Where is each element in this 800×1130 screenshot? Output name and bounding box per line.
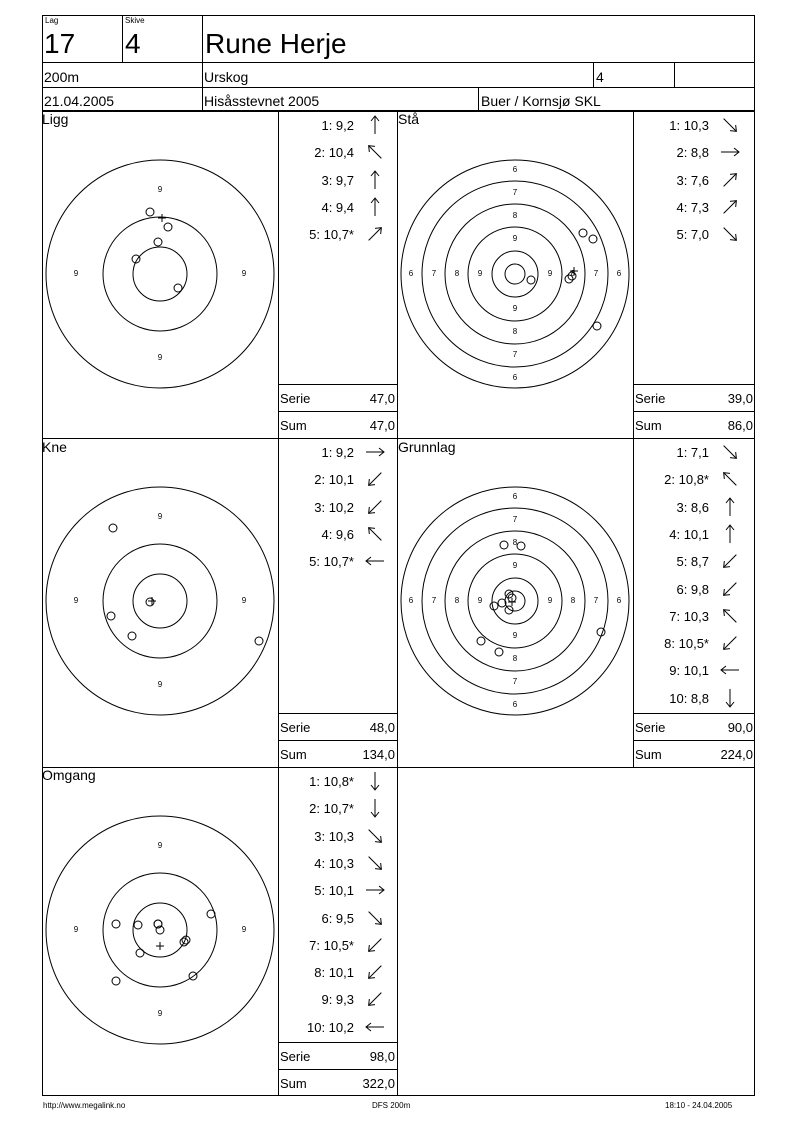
shot-row <box>278 520 396 547</box>
shot-row <box>278 166 396 193</box>
ring-number: 9 <box>512 561 518 571</box>
shot-hole <box>589 235 597 243</box>
serie-row-value: 47,0 <box>369 391 395 406</box>
shot-row <box>633 629 751 656</box>
sum-row <box>278 740 397 767</box>
shot-score: 1: 10,3 <box>669 118 709 133</box>
serie-row <box>278 384 397 411</box>
shot-row <box>278 876 396 903</box>
header-frame <box>42 15 755 111</box>
sum-row <box>278 411 397 438</box>
shot-hole <box>136 949 144 957</box>
serie-row-label: Serie <box>280 1049 311 1064</box>
ring-number: 9 <box>157 512 163 522</box>
shot-row <box>633 138 751 165</box>
direction-arrow-icon <box>364 1017 386 1037</box>
lag-value: 17 <box>44 28 76 59</box>
shot-hole <box>146 208 154 216</box>
shot-hole <box>477 637 485 645</box>
sum-row-value: 86,0 <box>727 418 753 433</box>
ring-number: 9 <box>547 596 553 606</box>
shot-row <box>278 220 396 247</box>
shot-score: 5: 10,7* <box>309 554 354 570</box>
direction-arrow-icon <box>364 170 386 190</box>
shot-score: 3: 9,7 <box>321 172 354 188</box>
shot-row <box>278 111 396 138</box>
ring-number: 7 <box>593 596 599 606</box>
ring-number: 7 <box>512 515 518 525</box>
shot-row <box>633 493 751 520</box>
target-face <box>397 453 633 749</box>
shot-score: 6: 9,8 <box>676 581 709 597</box>
serie-row-value: 39,0 <box>727 391 753 406</box>
ring-number: 7 <box>512 188 518 198</box>
row-divider-2 <box>42 767 755 768</box>
direction-arrow-icon <box>364 798 386 818</box>
target-face <box>42 126 278 422</box>
direction-arrow-icon <box>364 908 386 928</box>
skive-label: Skive <box>125 16 145 25</box>
shot-row <box>278 849 396 876</box>
ring-number: 6 <box>512 165 518 175</box>
direction-arrow-icon <box>719 606 741 626</box>
sum-row-value: 322,0 <box>362 1076 395 1091</box>
shot-score: 4: 7,3 <box>676 199 709 215</box>
shot-hole <box>107 612 115 620</box>
direction-arrow-icon <box>719 579 741 599</box>
shot-score: 3: 10,2 <box>314 499 354 515</box>
club: Urskog <box>204 69 249 85</box>
ring-10 <box>133 574 187 628</box>
shot-score: 1: 9,2 <box>321 118 354 133</box>
ring-number: 7 <box>512 677 518 687</box>
shot-row <box>278 493 396 520</box>
shot-hole <box>527 276 535 284</box>
shot-score: 8: 10,1 <box>314 965 354 981</box>
direction-arrow-icon <box>364 224 386 244</box>
direction-arrow-icon <box>364 826 386 846</box>
shot-row <box>278 767 396 794</box>
ring-number: 9 <box>241 596 247 606</box>
ring-number: 9 <box>512 234 518 244</box>
ring-number: 9 <box>157 680 163 690</box>
ring-10 <box>133 247 187 301</box>
shot-hole <box>112 977 120 985</box>
serie-row <box>633 713 755 740</box>
shot-hole <box>597 628 605 636</box>
shot-score: 8: 10,5* <box>664 636 709 652</box>
stage-title: Omgang <box>42 767 96 783</box>
direction-arrow-icon <box>719 442 741 462</box>
ring-number: 6 <box>408 596 414 606</box>
shot-row <box>278 985 396 1012</box>
target-face <box>42 453 278 749</box>
shot-list <box>633 111 755 438</box>
target-face <box>397 126 633 422</box>
direction-arrow-icon <box>364 771 386 791</box>
shot-row <box>633 465 751 492</box>
shot-row <box>278 931 396 958</box>
header-vdiv-class <box>593 62 594 87</box>
serie-row <box>278 1042 397 1069</box>
header-vdiv-lag <box>122 15 123 62</box>
serie-row-value: 98,0 <box>369 1049 395 1064</box>
ring <box>492 251 538 297</box>
ring-number: 9 <box>477 269 483 279</box>
shot-row <box>278 958 396 985</box>
sum-row <box>633 411 755 438</box>
ring-number: 7 <box>512 350 518 360</box>
shooter-name: Rune Herje <box>205 28 347 59</box>
direction-arrow-icon <box>364 442 386 462</box>
serie-row-label: Serie <box>635 720 666 735</box>
shot-score: 4: 10,3 <box>314 855 354 871</box>
serie-row <box>633 384 755 411</box>
shot-score: 2: 10,8* <box>664 472 709 488</box>
ring-number: 9 <box>241 925 247 935</box>
shot-hole <box>134 921 142 929</box>
shot-list <box>278 111 397 438</box>
direction-arrow-icon <box>364 962 386 982</box>
direction-arrow-icon <box>719 633 741 653</box>
stage-title: Ligg <box>42 111 69 127</box>
ring-number: 8 <box>512 327 518 337</box>
shot-hole <box>164 223 172 231</box>
sum-row-label: Sum <box>280 1076 307 1091</box>
shot-list <box>633 438 755 767</box>
ring-9 <box>103 544 217 658</box>
ring-number: 6 <box>512 700 518 710</box>
shot-score: 1: 7,1 <box>676 445 709 460</box>
header-vdiv-skive <box>202 15 203 111</box>
direction-arrow-icon <box>719 660 741 680</box>
shot-row <box>278 1013 396 1040</box>
centre-cross <box>158 214 166 222</box>
ring-number: 8 <box>512 211 518 221</box>
ring-number: 8 <box>512 654 518 664</box>
shot-row <box>278 547 396 574</box>
stage-title: Stå <box>398 111 420 127</box>
shot-score: 2: 8,8 <box>676 145 709 161</box>
serie-row-label: Serie <box>280 720 311 735</box>
shot-row <box>633 166 751 193</box>
direction-arrow-icon <box>719 170 741 190</box>
shot-row <box>633 438 751 465</box>
shot-row <box>633 547 751 574</box>
shot-score: 1: 9,2 <box>321 445 354 460</box>
ring-number: 8 <box>570 596 576 606</box>
ring-number: 9 <box>512 631 518 641</box>
ring-number: 6 <box>408 269 414 279</box>
ring-number: 7 <box>431 596 437 606</box>
direction-arrow-icon <box>364 497 386 517</box>
ring-9 <box>103 217 217 331</box>
skive-value: 4 <box>125 28 141 59</box>
shot-row <box>278 794 396 821</box>
lag-label: Lag <box>45 16 59 25</box>
footer-timestamp: 18:10 - 24.04.2005 <box>665 1101 733 1110</box>
centre-cross <box>156 942 164 950</box>
direction-arrow-icon <box>719 688 741 708</box>
shot-score: 9: 9,3 <box>321 992 354 1008</box>
direction-arrow-icon <box>364 524 386 544</box>
ring-number: 6 <box>616 269 622 279</box>
shot-score: 9: 10,1 <box>669 663 709 679</box>
shot-hole <box>579 229 587 237</box>
shot-hole <box>174 284 182 292</box>
direction-arrow-icon <box>719 115 741 135</box>
direction-arrow-icon <box>719 142 741 162</box>
shot-score: 6: 9,5 <box>321 910 354 926</box>
shot-hole <box>490 602 498 610</box>
centre-cross <box>508 598 516 606</box>
direction-arrow-icon <box>719 224 741 244</box>
direction-arrow-icon <box>719 524 741 544</box>
direction-arrow-icon <box>364 853 386 873</box>
ring-number: 9 <box>73 925 79 935</box>
shot-hole <box>517 542 525 550</box>
shot-row <box>278 904 396 931</box>
shot-score: 10: 8,8 <box>669 690 709 706</box>
ring-number: 9 <box>157 841 163 851</box>
ring-number: 6 <box>512 373 518 383</box>
serie-row-label: Serie <box>635 391 666 406</box>
shot-row <box>633 656 751 683</box>
header-divider-2 <box>42 87 755 88</box>
shot-hole <box>495 648 503 656</box>
shot-score: 2: 10,7* <box>309 801 354 817</box>
shot-row <box>278 138 396 165</box>
event: Hisåsstevnet 2005 <box>204 93 320 109</box>
ring-number: 8 <box>454 269 460 279</box>
shot-score: 4: 9,6 <box>321 526 354 542</box>
ring-number: 9 <box>547 269 553 279</box>
shot-score: 3: 7,6 <box>676 172 709 188</box>
shot-score: 5: 7,0 <box>676 227 709 243</box>
direction-arrow-icon <box>364 989 386 1009</box>
ring-number: 6 <box>512 492 518 502</box>
shot-row <box>278 193 396 220</box>
shot-score: 5: 8,7 <box>676 554 709 570</box>
shot-list <box>278 767 397 1096</box>
sum-row-value: 224,0 <box>720 747 753 762</box>
direction-arrow-icon <box>364 880 386 900</box>
ring-number: 9 <box>73 269 79 279</box>
ring-number: 9 <box>157 1009 163 1019</box>
sum-row-value: 47,0 <box>369 418 395 433</box>
sum-row <box>278 1069 397 1096</box>
shot-hole <box>255 637 263 645</box>
direction-arrow-icon <box>364 551 386 571</box>
shot-row <box>633 111 751 138</box>
sum-row-label: Sum <box>280 747 307 762</box>
sum-row <box>633 740 755 767</box>
shot-row <box>278 822 396 849</box>
ring-9 <box>103 873 217 987</box>
serie-row-value: 90,0 <box>727 720 753 735</box>
direction-arrow-icon <box>364 197 386 217</box>
footer-url: http://www.megalink.no <box>43 1101 126 1110</box>
shot-hole <box>593 322 601 330</box>
direction-arrow-icon <box>364 142 386 162</box>
shot-score: 2: 10,1 <box>314 472 354 488</box>
sum-row-value: 134,0 <box>362 747 395 762</box>
shot-hole <box>500 541 508 549</box>
ring-number: 8 <box>454 596 460 606</box>
shot-score: 2: 10,4 <box>314 145 354 161</box>
footer-program: DFS 200m <box>372 1101 411 1110</box>
shot-hole <box>128 632 136 640</box>
distance: 200m <box>44 69 80 85</box>
ring-number: 7 <box>593 269 599 279</box>
ring <box>422 181 608 367</box>
header-vdiv-venue <box>478 87 479 111</box>
shot-row <box>278 465 396 492</box>
shot-score: 3: 8,6 <box>676 499 709 515</box>
ring-number: 9 <box>512 304 518 314</box>
class: 4 <box>596 69 604 85</box>
shot-hole <box>146 598 154 606</box>
ring-number: 6 <box>616 596 622 606</box>
sum-row-label: Sum <box>280 418 307 433</box>
stage-title: Kne <box>42 439 67 455</box>
shot-score: 3: 10,3 <box>314 828 354 844</box>
shot-score: 4: 9,4 <box>321 199 354 215</box>
ring <box>445 204 585 344</box>
direction-arrow-icon <box>364 115 386 135</box>
header-vdiv-extra <box>674 62 675 87</box>
serie-row-label: Serie <box>280 391 311 406</box>
shot-score: 7: 10,5* <box>309 937 354 953</box>
shot-row <box>633 220 751 247</box>
shot-row <box>278 438 396 465</box>
ring-number: 7 <box>431 269 437 279</box>
direction-arrow-icon <box>364 935 386 955</box>
shot-hole <box>207 910 215 918</box>
target-face <box>42 782 278 1078</box>
shot-score: 10: 10,2 <box>307 1019 354 1035</box>
sum-row-label: Sum <box>635 418 662 433</box>
shot-score: 5: 10,7* <box>309 227 354 243</box>
shot-hole <box>109 524 117 532</box>
shot-hole <box>154 238 162 246</box>
ring-number: 9 <box>157 353 163 363</box>
venue: Buer / Kornsjø SKL <box>481 93 601 109</box>
shot-row <box>633 193 751 220</box>
ring-number: 9 <box>241 269 247 279</box>
direction-arrow-icon <box>364 469 386 489</box>
direction-arrow-icon <box>719 551 741 571</box>
shot-row <box>633 575 751 602</box>
shot-list <box>278 438 397 767</box>
sum-row-label: Sum <box>635 747 662 762</box>
ring <box>505 264 525 284</box>
date: 21.04.2005 <box>44 93 115 109</box>
serie-row-value: 48,0 <box>369 720 395 735</box>
shot-row <box>633 684 751 711</box>
direction-arrow-icon <box>719 469 741 489</box>
shot-score: 4: 10,1 <box>669 526 709 542</box>
serie-row <box>278 713 397 740</box>
ring-number: 9 <box>157 185 163 195</box>
direction-arrow-icon <box>719 197 741 217</box>
ring-number: 8 <box>512 538 518 548</box>
shot-score: 7: 10,3 <box>669 608 709 624</box>
ring-number: 9 <box>73 596 79 606</box>
ring-number: 8 <box>570 269 576 279</box>
shot-row <box>633 602 751 629</box>
ring-number: 9 <box>477 596 483 606</box>
shot-hole <box>112 920 120 928</box>
shot-score: 1: 10,8* <box>309 774 354 789</box>
shot-score: 5: 10,1 <box>314 883 354 899</box>
direction-arrow-icon <box>719 497 741 517</box>
stage-title: Grunnlag <box>398 439 456 455</box>
shot-row <box>633 520 751 547</box>
header-divider-1 <box>42 62 755 63</box>
